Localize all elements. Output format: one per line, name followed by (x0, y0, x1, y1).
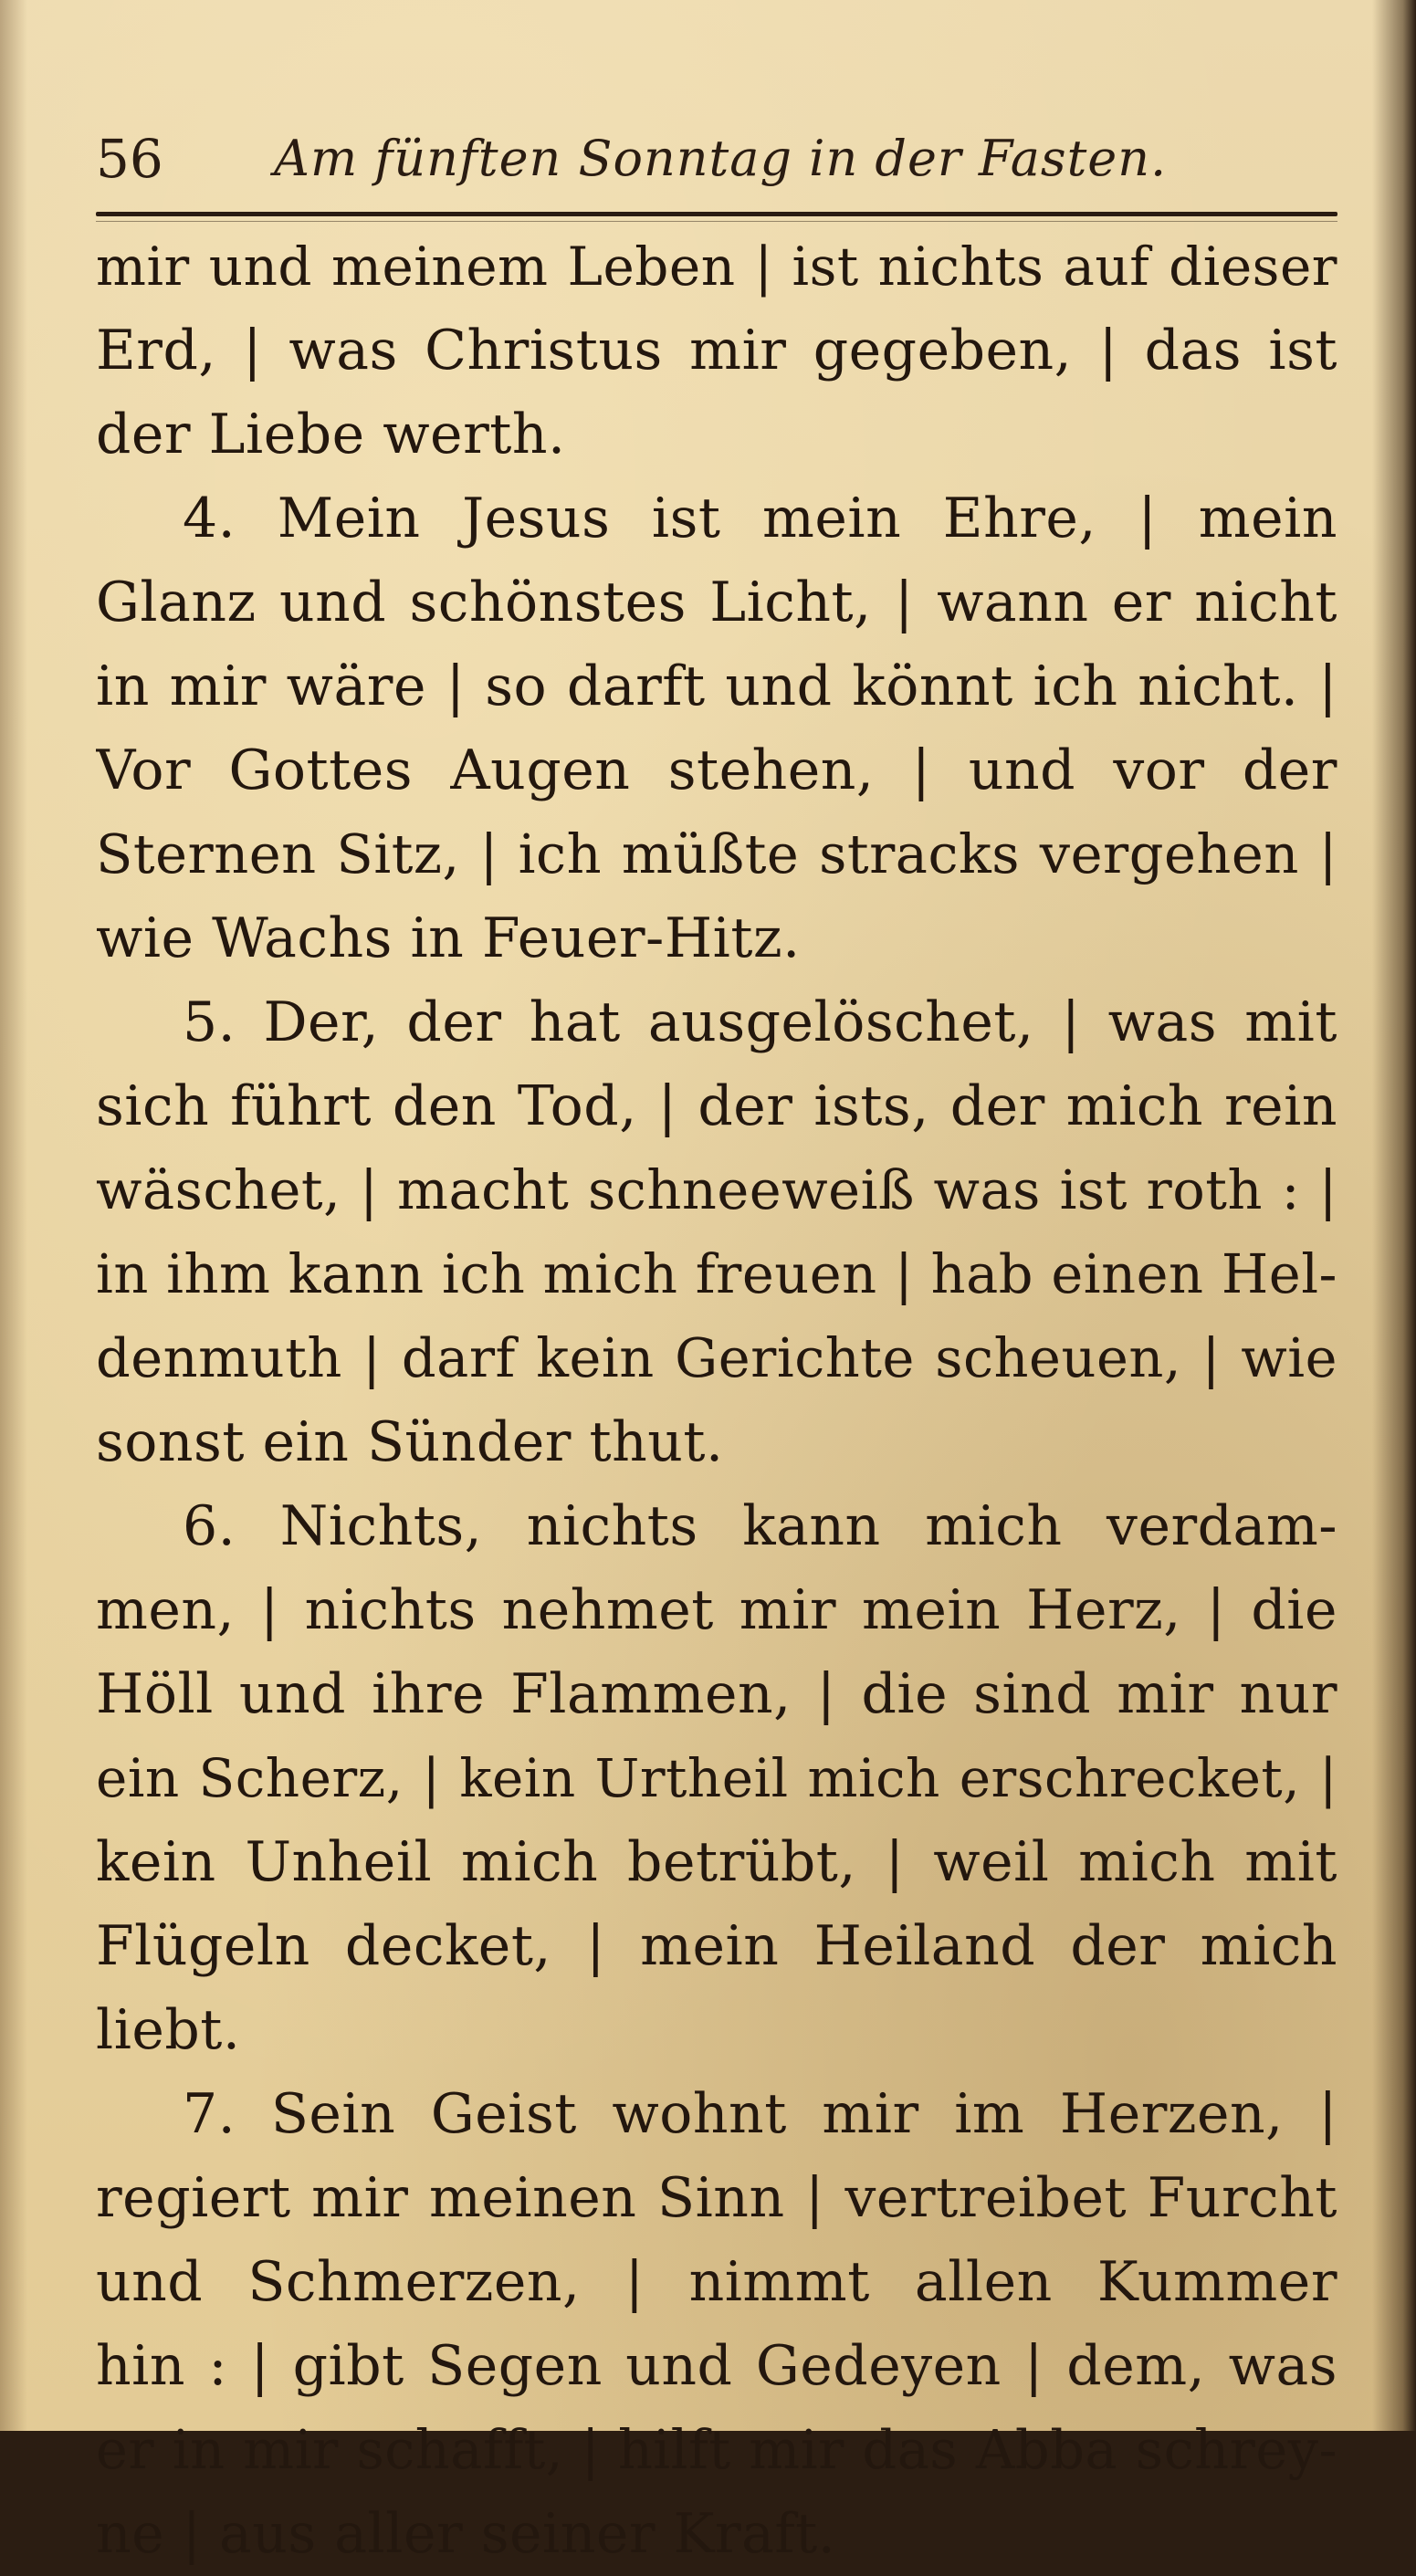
text-line: denmuth | darf kein Gerichte scheuen, | wie (96, 1326, 1337, 1389)
text-line: Höll und ihre Flammen, | die sind mir nur (96, 1662, 1337, 1726)
text-line: 6. Nichts, nichts kann mich verdam- (183, 1494, 1337, 1558)
text-line: 5. Der, der hat ausgelöschet, | was mit (183, 990, 1337, 1054)
text-line: regiert mir meinen Sinn | vertreibet Furcht (96, 2166, 1337, 2230)
page-number: 56 (96, 128, 163, 190)
text-line: Glanz und schönstes Licht, | wann er nicht (96, 571, 1337, 634)
header-rule (96, 212, 1337, 216)
page-header (96, 119, 1337, 192)
text-line: liebt. (96, 1998, 241, 2062)
text-line: wäschet, | macht schneeweiß was ist roth : | (96, 1158, 1337, 1221)
text-line: men, | nichts nehmet mir mein Herz, | die (96, 1578, 1337, 1642)
page-edge-shadow (1372, 0, 1416, 2431)
text-line: 4. Mein Jesus ist mein Ehre, | mein (183, 487, 1337, 550)
text-line: Vor Gottes Augen stehen, | und vor der (96, 738, 1337, 802)
text-line: ein Scherz, | kein Urtheil mich erschrecket, | (96, 1747, 1337, 1809)
text-line: 7. Sein Geist wohnt mir im Herzen, | (183, 2082, 1337, 2146)
running-head: Am fünften Sonntag in der Fasten. (274, 130, 1168, 187)
text-line: wie Wachs in Feuer-Hitz. (96, 906, 801, 970)
text-line: er in mir schafft, | hilft mir das Abba schrey- (96, 2418, 1337, 2481)
text-line: hin : | gibt Segen und Gedeyen | dem, was (96, 2334, 1337, 2398)
text-line: Erd, | was Christus mir gegeben, | das ist (96, 319, 1337, 382)
text-line: mir und meinem Leben | ist nichts auf dieser (96, 236, 1337, 298)
text-line: kein Unheil mich betrübt, | weil mich mit (96, 1830, 1337, 1894)
text-line: sonst ein Sünder thut. (96, 1410, 724, 1474)
text-line: in ihm kann ich mich freuen | hab einen Hel- (96, 1242, 1337, 1305)
text-line: der Liebe werth. (96, 403, 566, 466)
page-gutter-shadow (0, 0, 27, 2431)
hymn-text (96, 225, 1337, 2576)
text-line: in mir wäre | so darft und könnt ich nicht. | (96, 654, 1337, 718)
text-line: ne | aus aller seiner Kraft. (96, 2502, 836, 2566)
header-rule-thin (96, 221, 1337, 222)
text-line: sich führt den Tod, | der ists, der mich rein (96, 1074, 1337, 1138)
text-line: Flügeln decket, | mein Heiland der mich (96, 1914, 1337, 1978)
text-line: und Schmerzen, | nimmt allen Kummer (96, 2250, 1337, 2314)
text-line: Sternen Sitz, | ich müßte stracks vergehen | (96, 822, 1337, 885)
